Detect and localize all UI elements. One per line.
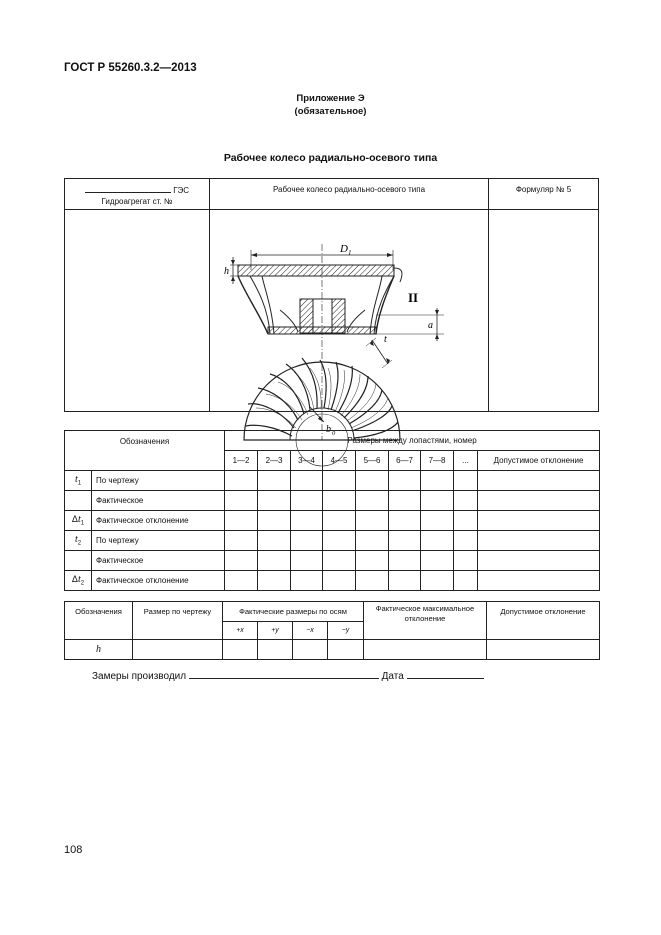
- a-label: a: [428, 320, 433, 331]
- date-label: Дата: [381, 671, 404, 682]
- appendix-status: (обязательное): [294, 106, 367, 117]
- table-row: [65, 571, 600, 591]
- h-label: h: [224, 266, 229, 277]
- row-label: Фактическое отклонение: [92, 511, 225, 531]
- b0-label: b: [326, 424, 331, 435]
- form-table: [64, 178, 599, 437]
- ges-label: ГЭС: [173, 186, 190, 195]
- row-symbol: $t_1$: [65, 471, 92, 491]
- drawing-cell: [210, 210, 489, 437]
- row-symbol: $\Delta t_1$: [65, 511, 92, 531]
- section-title: Рабочее колесо радиально-осевого типа: [223, 152, 438, 164]
- sizes-header: Размеры между лопастями, номер: [225, 431, 600, 451]
- station-line: [65, 185, 209, 196]
- page-number: 108: [64, 844, 83, 856]
- table-row: [65, 511, 600, 531]
- col-max-dev: Фактическое максимальное отклонение: [364, 602, 487, 640]
- pair-header: 3—4: [291, 451, 323, 471]
- form-number: Формуляр № 5: [489, 179, 599, 210]
- axis-header: +y: [258, 622, 293, 640]
- col-drawing: Размер по чертежу: [133, 602, 223, 640]
- pair-header: 6—7: [389, 451, 421, 471]
- axis-header: −y: [328, 622, 364, 640]
- unit-label: Гидроагрегат ст. №: [101, 197, 173, 206]
- table-row: [65, 471, 600, 491]
- row-symbol: [65, 491, 92, 511]
- row-symbol: $\Delta t_2$: [65, 571, 92, 591]
- row-label: Фактическое: [92, 551, 225, 571]
- row-symbol-h: h: [65, 640, 133, 660]
- b0-sub: 0: [332, 430, 336, 437]
- drawing-right-blank: [489, 210, 599, 412]
- tolerance-header: Допустимое отклонение: [478, 451, 600, 471]
- row-symbol: [65, 551, 92, 571]
- blade-spacing-table: [64, 430, 600, 591]
- pair-header: 7—8: [421, 451, 454, 471]
- row-label: Фактическое: [92, 491, 225, 511]
- pair-header: 5—6: [356, 451, 389, 471]
- pair-header: 1—2: [225, 451, 258, 471]
- measured-by-field: [189, 678, 379, 679]
- table-row: [65, 640, 600, 660]
- d1-sub: 1: [348, 249, 352, 257]
- col-designations: Обозначения: [65, 602, 133, 640]
- pair-header: ...: [454, 451, 478, 471]
- runner-drawing: [210, 210, 489, 437]
- row-symbol: $t_2$: [65, 531, 92, 551]
- runner-section: [238, 265, 402, 334]
- document-header: ГОСТ Р 55260.3.2—2013: [64, 62, 197, 74]
- table-row: [65, 491, 600, 511]
- appendix-title: Приложение Э: [296, 93, 365, 104]
- t-label: t: [384, 334, 387, 345]
- table-row: [65, 531, 600, 551]
- designations-header: Обозначения: [65, 431, 225, 471]
- row-label: Фактическое отклонение: [92, 571, 225, 591]
- row-label: По чертежу: [92, 531, 225, 551]
- section-ii-label: II: [408, 290, 419, 305]
- col-actual: Фактические размеры по осям: [223, 602, 364, 622]
- pair-header: 4—5: [323, 451, 356, 471]
- appendix-heading: [0, 92, 661, 118]
- col-tolerance: Допустимое отклонение: [487, 602, 600, 640]
- signature-line: [92, 671, 484, 682]
- row-label: По чертежу: [92, 471, 225, 491]
- table-row: [65, 551, 600, 571]
- size-table: [64, 601, 600, 660]
- form-center-title: Рабочее колесо радиально-осевого типа: [210, 179, 489, 210]
- date-field: [407, 678, 484, 679]
- axis-header: −x: [293, 622, 328, 640]
- station-cell: [65, 179, 210, 210]
- pair-header: 2—3: [258, 451, 291, 471]
- measured-by-label: Замеры производил: [92, 671, 187, 682]
- axis-header: +x: [223, 622, 258, 640]
- d1-label: D: [340, 243, 348, 255]
- drawing-left-blank: [65, 210, 210, 412]
